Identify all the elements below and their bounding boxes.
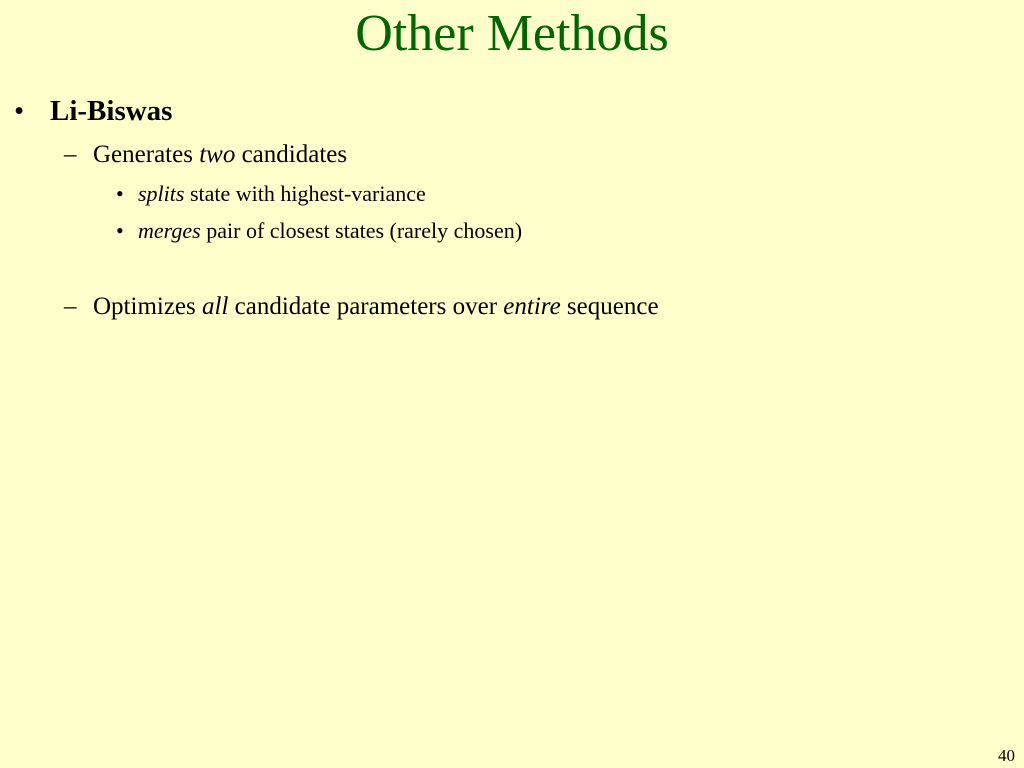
dash-marker: –	[64, 141, 77, 168]
page-number: 40	[998, 746, 1015, 765]
emphasis-text: entire	[503, 293, 561, 320]
text-segment: sequence	[560, 293, 659, 320]
bullet-marker: •	[116, 218, 124, 243]
dash-marker: –	[64, 293, 77, 320]
bullet-li-biswas	[50, 93, 172, 129]
emphasis-text: two	[199, 141, 236, 168]
subsubbullet-merges	[138, 217, 522, 245]
emphasis-text: all	[202, 293, 229, 320]
emphasis-text: splits	[138, 181, 185, 206]
text-segment: state with highest-variance	[184, 181, 426, 206]
subbullet-optimizes	[93, 291, 659, 323]
text-segment: Generates	[93, 141, 200, 168]
slide-title: Other Methods	[355, 5, 669, 62]
text-segment: candidate parameters over	[228, 293, 504, 320]
subbullet-generates	[93, 139, 347, 171]
bullet-marker: •	[116, 181, 124, 206]
text-segment: Optimizes	[93, 293, 203, 320]
emphasis-text: merges	[138, 218, 201, 243]
bullet-marker: •	[14, 95, 25, 127]
subsubbullet-splits	[138, 180, 426, 208]
text-segment: pair of closest states (rarely chosen)	[200, 218, 523, 243]
text-segment: candidates	[235, 141, 348, 168]
bullet-text: Li-Biswas	[50, 95, 173, 127]
